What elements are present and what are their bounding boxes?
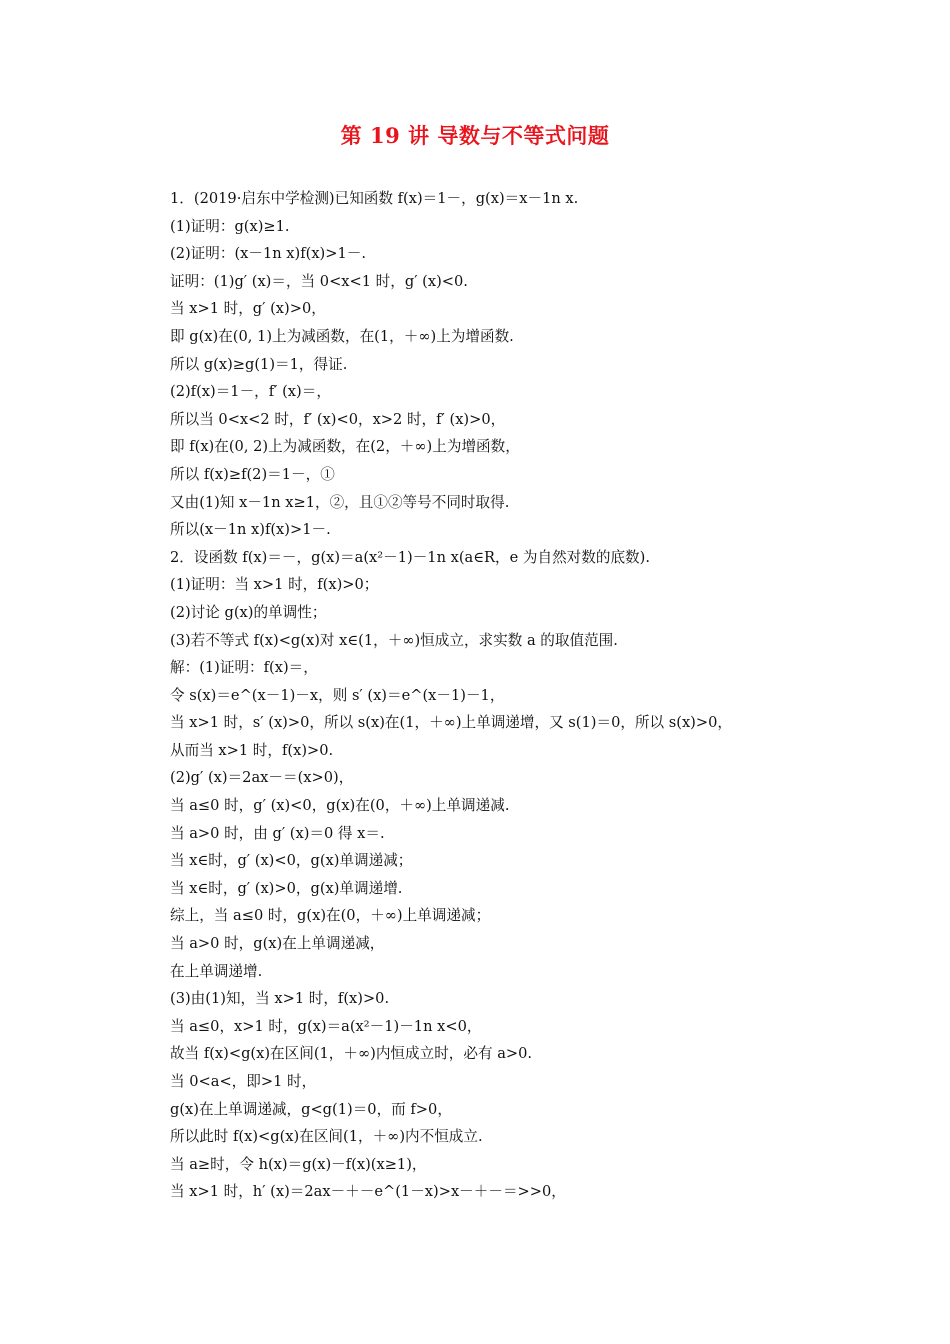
text-line: (2)证明：(x－1n x)f(x)>1－. — [170, 245, 366, 263]
text-line: 当 0<a<，即>1 时， — [170, 1073, 317, 1090]
text-line: 又由(1)知 x－1n x≥1，②，且①②等号不同时取得. — [170, 493, 510, 511]
text-line: 即 g(x)在(0, 1)上为减函数，在(1，＋∞)上为增函数. — [170, 327, 514, 345]
text-line: 当 x∈时，g′ (x)<0，g(x)单调递减； — [170, 852, 413, 870]
text-line: 当 a≥时，令 h(x)＝g(x)－f(x)(x≥1)， — [170, 1155, 427, 1173]
text-line: 综上，当 a≤0 时，g(x)在(0，＋∞)上单调递减； — [170, 907, 491, 925]
text-line: 解：(1)证明：f(x)＝， — [170, 659, 318, 677]
text-line: 1．(2019·启东中学检测)已知函数 f(x)＝1－，g(x)＝x－1n x. — [170, 190, 579, 207]
text-line: (2)g′ (x)＝2ax－＝(x>0)， — [170, 769, 354, 787]
text-line: 所以此时 f(x)<g(x)在区间(1，＋∞)内不恒成立. — [170, 1128, 483, 1146]
text-line: 所以当 0<x<2 时，f′ (x)<0，x>2 时，f′ (x)>0， — [170, 410, 506, 428]
text-line: (1)证明：当 x>1 时，f(x)>0； — [170, 576, 379, 594]
text-line: 当 a≤0，x>1 时，g(x)＝a(x²－1)－1n x<0， — [170, 1017, 482, 1035]
text-line: 当 a≤0 时，g′ (x)<0，g(x)在(0，＋∞)上单调递减. — [170, 797, 510, 815]
text-line: (1)证明：g(x)≥1. — [170, 217, 290, 235]
text-line: 所以 f(x)≥f(2)＝1－，① — [170, 465, 335, 483]
text-line: 即 f(x)在(0, 2)上为减函数，在(2，＋∞)上为增函数， — [170, 438, 520, 456]
text-line: 当 a>0 时，由 g′ (x)＝0 得 x＝. — [170, 824, 385, 842]
text-line: 所以 g(x)≥g(1)＝1，得证. — [170, 355, 348, 373]
text-line: 从而当 x>1 时，f(x)>0. — [170, 741, 334, 759]
text-line: 故当 f(x)<g(x)在区间(1，＋∞)内恒成立时，必有 a>0. — [170, 1045, 533, 1063]
text-line: g(x)在上单调递减，g<g(1)＝0，而 f>0， — [170, 1100, 452, 1118]
text-line: 令 s(x)＝e^(x－1)－x，则 s′ (x)＝e^(x－1)－1， — [170, 686, 505, 704]
text-line: 当 x∈时，g′ (x)>0，g(x)单调递增. — [170, 879, 403, 897]
text-line: 2．设函数 f(x)＝－，g(x)＝a(x²－1)－1n x(a∈R，e 为自然对数的底数). — [170, 548, 650, 566]
text-line: 所以(x－1n x)f(x)>1－. — [170, 521, 331, 539]
text-line: (3)若不等式 f(x)<g(x)对 x∈(1，＋∞)恒成立，求实数 a 的取值范围. — [170, 631, 618, 649]
document-title: 第 19 讲 导数与不等式问题 — [340, 123, 610, 148]
text-line: 在上单调递增. — [170, 962, 263, 980]
text-line: 证明：(1)g′ (x)＝，当 0<x<1 时，g′ (x)<0. — [170, 272, 468, 290]
text-line: 当 x>1 时，s′ (x)>0，所以 s(x)在(1，＋∞)上单调递增，又 s(1)＝0，所以 s(x)>0， — [170, 714, 732, 732]
text-line: (3)由(1)知，当 x>1 时，f(x)>0. — [170, 990, 390, 1008]
text-line: 当 x>1 时，h′ (x)＝2ax－＋－e^(1－x)>x－＋－＝>>0， — [170, 1183, 566, 1201]
document-body — [170, 185, 810, 1206]
text-line: 当 x>1 时，g′ (x)>0， — [170, 300, 326, 318]
text-line: 当 a>0 时，g(x)在上单调递减， — [170, 935, 385, 953]
text-line: (2)讨论 g(x)的单调性； — [170, 603, 327, 621]
text-line: (2)f(x)＝1－，f′ (x)＝， — [170, 383, 331, 401]
